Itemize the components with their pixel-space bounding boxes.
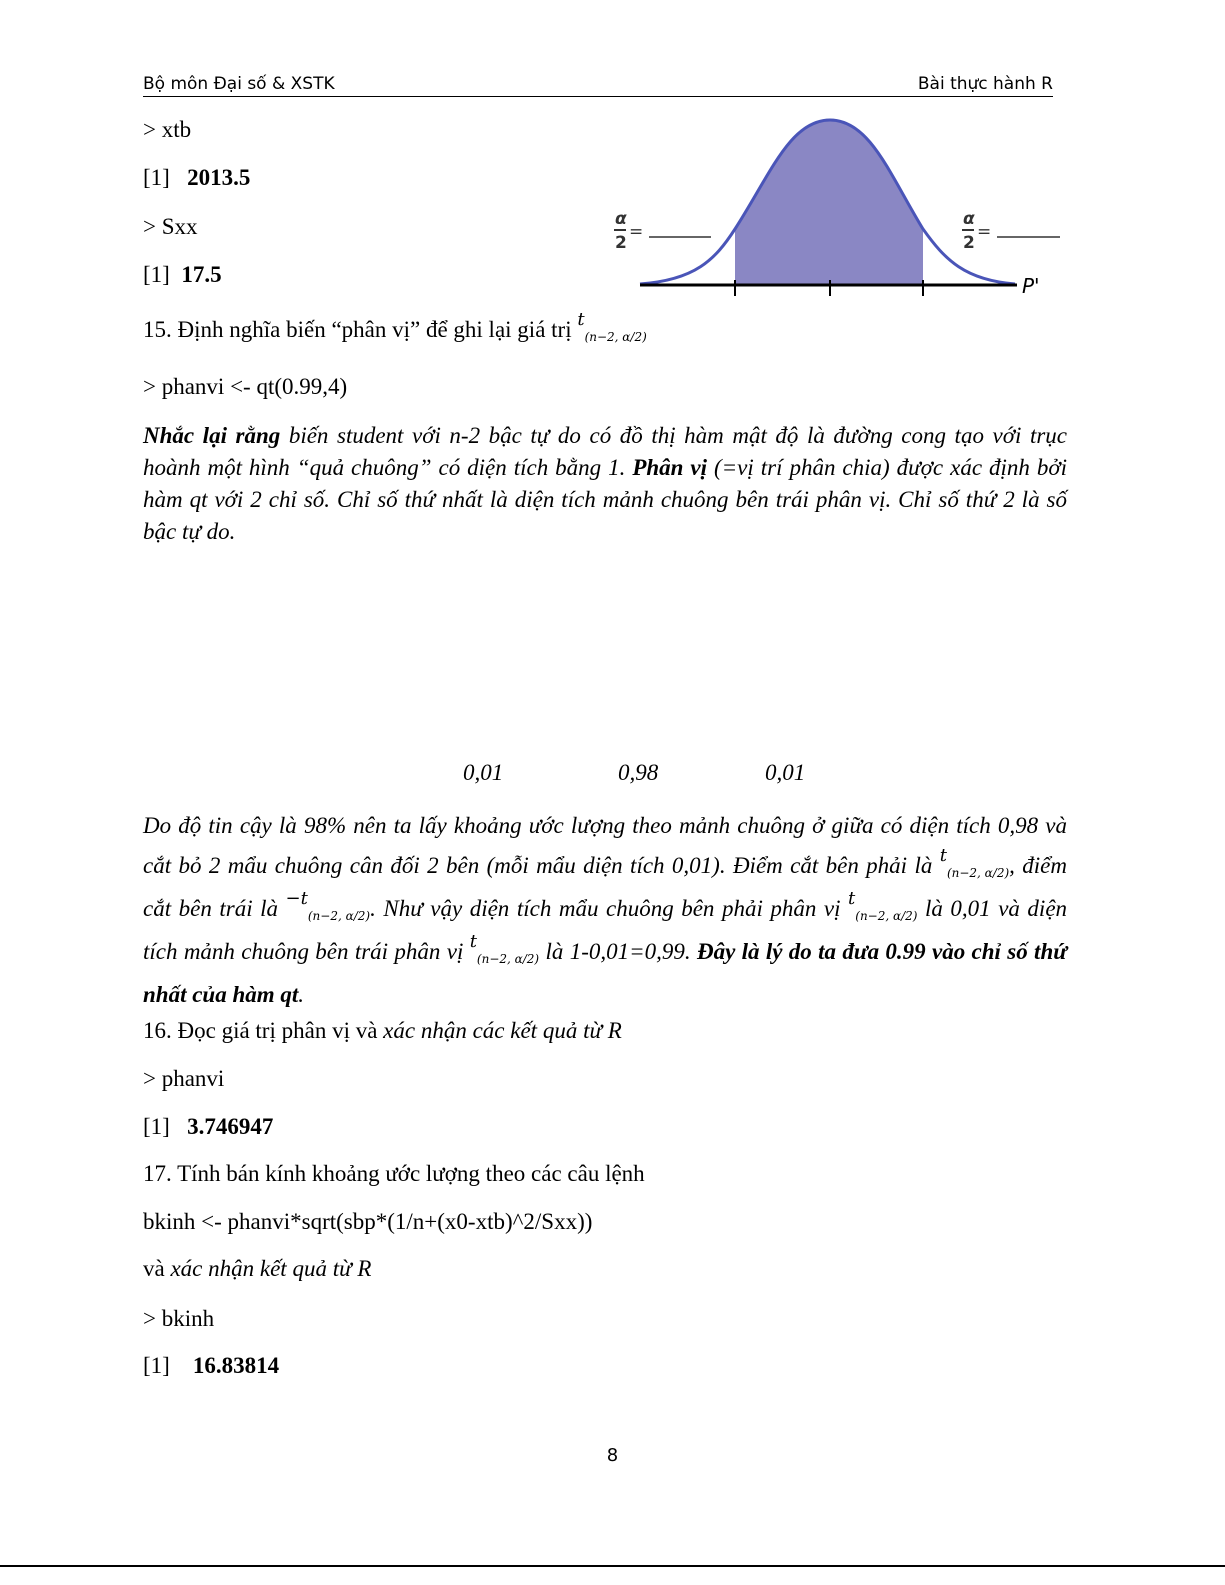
alpha-right: α xyxy=(963,209,975,229)
header-department: Bộ môn Đại số & XSTK xyxy=(143,74,335,94)
paragraph-recall: Nhắc lại rằng biến student với n-2 bậc tự do có đồ thị hàm mật độ là đường cong tạo với trục hoành một hình “quả chuông” có diện tích bằng 1. Phân vị (=vị trí phân chia) được xác định bởi hàm qt với 2 chỉ số. Chỉ số thứ nhất là diện tích mảnh chuông bên trái phân vị. Chỉ số thứ 2 là số bậc tự do. xyxy=(143,423,1067,544)
code-bkinh: bkinh <- phanvi*sqrt(sbp*(1/n+(x0-xtb)^2/Sxx)) xyxy=(143,1209,593,1234)
bold-quantile: Phân vị xyxy=(632,455,708,480)
shaded-middle-area xyxy=(735,120,923,284)
output-prefix: [1] xyxy=(143,1353,170,1378)
bold-recall: Nhắc lại rằng xyxy=(143,423,281,448)
confirm-line: và xác nhận kết quả từ R xyxy=(143,1256,372,1281)
output-value: 3.746947 xyxy=(187,1114,274,1139)
output-prefix: [1] xyxy=(143,262,170,287)
bottom-rule xyxy=(0,1565,1225,1567)
step-15-text: 15. Định nghĩa biến “phân vị” để ghi lại giá trị xyxy=(143,317,572,342)
code-phanvi: > phanvi <- qt(0.99,4) xyxy=(143,374,348,399)
t-quantile-symbol: $^t$(n−2, α/2) xyxy=(469,931,540,966)
code-bkinh-print: > bkinh xyxy=(143,1306,215,1331)
t-quantile-symbol: $^t$(n−2, α/2) xyxy=(939,845,1010,880)
output-value: 17.5 xyxy=(181,262,222,287)
output-value: 16.83814 xyxy=(192,1353,280,1378)
step-16: 16. Đọc giá trị phân vị và xác nhận các kết quả từ R xyxy=(143,1018,622,1043)
step-15 xyxy=(143,309,647,344)
t-quantile-symbol: $^t$(n−2, α/2) xyxy=(577,309,647,344)
area-left-label: 0,01 xyxy=(463,760,504,785)
t-quantile-symbol: $^t$(n−2, α/2) xyxy=(848,888,918,923)
output-phanvi xyxy=(143,1114,273,1140)
eq-left: = xyxy=(629,222,644,242)
code-xtb: > xtb xyxy=(143,117,192,142)
output-prefix: [1] xyxy=(143,165,170,190)
step-17: 17. Tính bán kính khoảng ước lượng theo các câu lệnh xyxy=(143,1161,645,1186)
p-prime-label: P' xyxy=(1022,274,1040,298)
output-prefix: [1] xyxy=(143,1114,170,1139)
code-sxx: > Sxx xyxy=(143,214,198,239)
alpha-left: α xyxy=(615,209,627,229)
output-sxx xyxy=(143,262,222,288)
code-phanvi-print: > phanvi xyxy=(143,1066,225,1091)
page-number: 8 xyxy=(606,1445,619,1466)
output-bkinh xyxy=(143,1353,279,1379)
neg-t-quantile-symbol: $^{-t}$(n−2, α/2) xyxy=(285,888,371,923)
two-left: 2 xyxy=(615,233,627,253)
paragraph-explanation: Do độ tin cậy là 98% nên ta lấy khoảng ước lượng theo mảnh chuông ở giữa có diện tích 0,98 và cắt bỏ 2 mẩu chuông cân đối 2 bên (mỗi mẩu diện tích 0,01). Điểm cắt bên phải là $^t$(n−2, α/2), điểm cắt bên trái là $^{-t}$(n−2, α/2). Như vậy diện tích mẩu chuông bên phải phân vị $^t$(n−2, α/2) là 0,01 và diện tích mảnh chuông bên trái phân vị $^t$(n−2, α/2) là 1-0,01=0,99. Đây là lý do ta đưa 0.99 vào chỉ số thứ nhất của hàm qt. xyxy=(143,813,1068,1007)
bold-conclusion: Đây là lý do ta đưa 0.99 vào chỉ số thứ nhất của hàm qt xyxy=(143,939,1068,1007)
two-right: 2 xyxy=(963,233,975,253)
header-title: Bài thực hành R xyxy=(917,74,1053,94)
bell-curve-figure xyxy=(605,110,1075,310)
output-value: 2013.5 xyxy=(187,165,251,190)
eq-right: = xyxy=(977,222,992,242)
page-header xyxy=(143,74,1053,97)
area-middle-label: 0,98 xyxy=(618,760,659,785)
output-xtb xyxy=(143,165,250,191)
area-right-label: 0,01 xyxy=(765,760,806,785)
